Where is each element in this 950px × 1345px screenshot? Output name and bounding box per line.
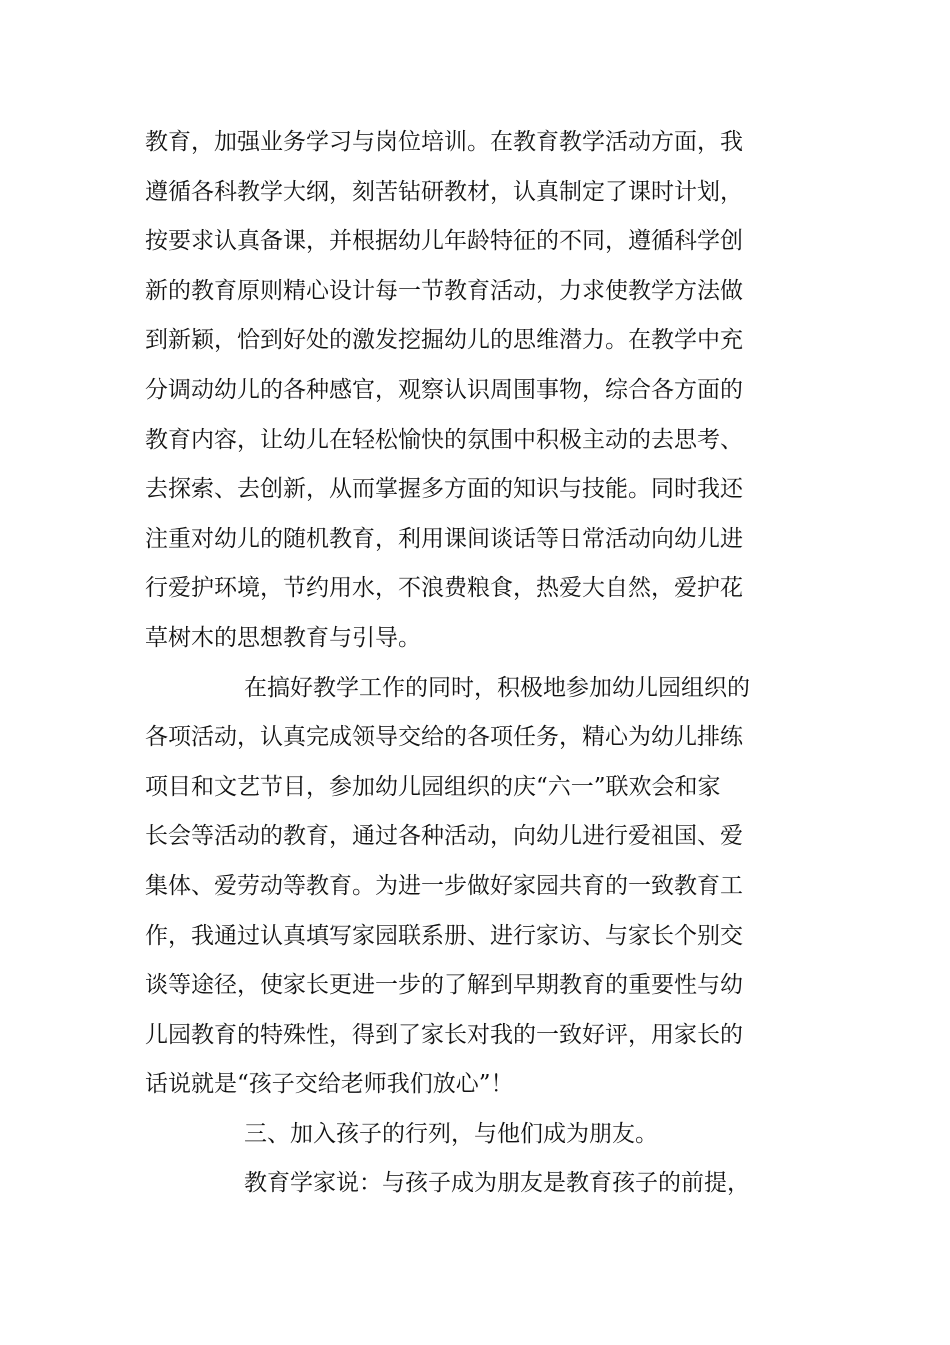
text-line: 教育内容，让幼儿在轻松愉快的氛围中积极主动的去思考、 — [145, 426, 743, 453]
section-heading: 三、加入孩子的行列，与他们成为朋友。 — [244, 1120, 658, 1147]
text-line: 到新颖，恰到好处的激发挖掘幼儿的思维潜力。在教学中充 — [145, 327, 743, 354]
text-line: 注重对幼儿的随机教育，利用课间谈话等日常活动向幼儿进 — [145, 525, 743, 552]
text-line: 遵循各科教学大纲，刻苦钻研教材，认真制定了课时计划， — [145, 178, 743, 205]
text-line: 新的教育原则精心设计每一节教育活动，力求使教学方法做 — [145, 277, 743, 304]
text-line: 集体、爱劳动等教育。为进一步做好家园共育的一致教育工 — [145, 872, 743, 899]
text-line: 各项活动，认真完成领导交给的各项任务，精心为幼儿排练 — [145, 724, 743, 751]
body-text — [145, 118, 765, 1209]
text-line: 儿园教育的特殊性，得到了家长对我的一致好评，用家长的 — [145, 1021, 743, 1048]
text-line: 长会等活动的教育，通过各种活动，向幼儿进行爱祖国、爱 — [145, 823, 743, 850]
text-line: 教育，加强业务学习与岗位培训。在教育教学活动方面，我 — [145, 129, 743, 155]
paragraph-start-line: 教育学家说：与孩子成为朋友是教育孩子的前提， — [244, 1170, 750, 1197]
text-line: 去探索、去创新，从而掌握多方面的知识与技能。同时我还 — [145, 476, 743, 503]
text-line: 谈等途径，使家长更进一步的了解到早期教育的重要性与幼 — [145, 972, 743, 999]
text-line: 按要求认真备课，并根据幼儿年龄特征的不同，遵循科学创 — [145, 228, 743, 255]
text-line: 项目和文艺节目，参加幼儿园组织的庆“六一”联欢会和家 — [145, 773, 721, 800]
text-line: 草树木的思想教育与引导。 — [145, 624, 421, 651]
text-line: 作，我通过认真填写家园联系册、进行家访、与家长个别交 — [145, 922, 743, 949]
text-line: 行爱护环境，节约用水，不浪费粮食，热爱大自然，爱护花 — [145, 575, 743, 602]
text-line: 话说就是“孩子交给老师我们放心”！ — [145, 1071, 514, 1098]
paragraph-start-line: 在搞好教学工作的同时，积极地参加幼儿园组织的 — [244, 674, 750, 701]
text-line: 分调动幼儿的各种感官，观察认识周围事物，综合各方面的 — [145, 376, 743, 403]
